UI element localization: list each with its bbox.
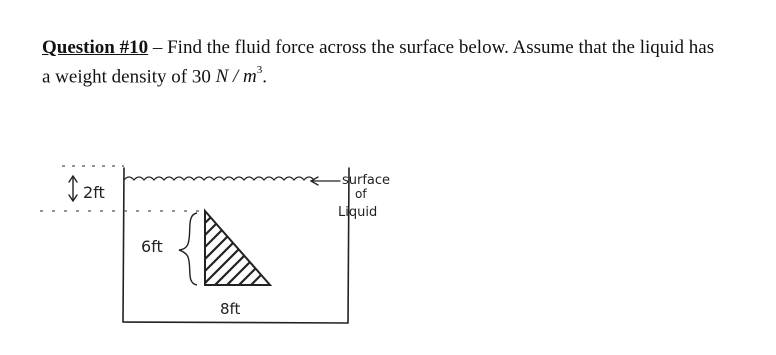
liquid-surface-wave bbox=[124, 177, 314, 180]
depth-label: 2ft bbox=[83, 183, 105, 202]
question-dash: – bbox=[148, 37, 168, 58]
question-prompt: Find the fluid force across the surface below. Assume that the liquid has bbox=[167, 37, 715, 58]
surface-label-line1: surface bbox=[342, 173, 391, 188]
surface-arrow bbox=[311, 177, 340, 185]
depth-arrow bbox=[69, 176, 77, 201]
density-unit-exponent: 3 bbox=[256, 64, 263, 76]
base-label: 8ft bbox=[220, 300, 241, 318]
density-prefix: a weight density of 30 bbox=[42, 66, 216, 88]
question-number: Question #10 bbox=[42, 37, 149, 58]
height-brace bbox=[179, 213, 197, 285]
density-unit-base: N / m bbox=[215, 66, 257, 88]
density-suffix: . bbox=[262, 66, 268, 88]
surface-label-line2: of bbox=[355, 187, 367, 201]
surface-label-line3: Liquid bbox=[338, 205, 378, 220]
height-label: 6ft bbox=[141, 237, 163, 256]
